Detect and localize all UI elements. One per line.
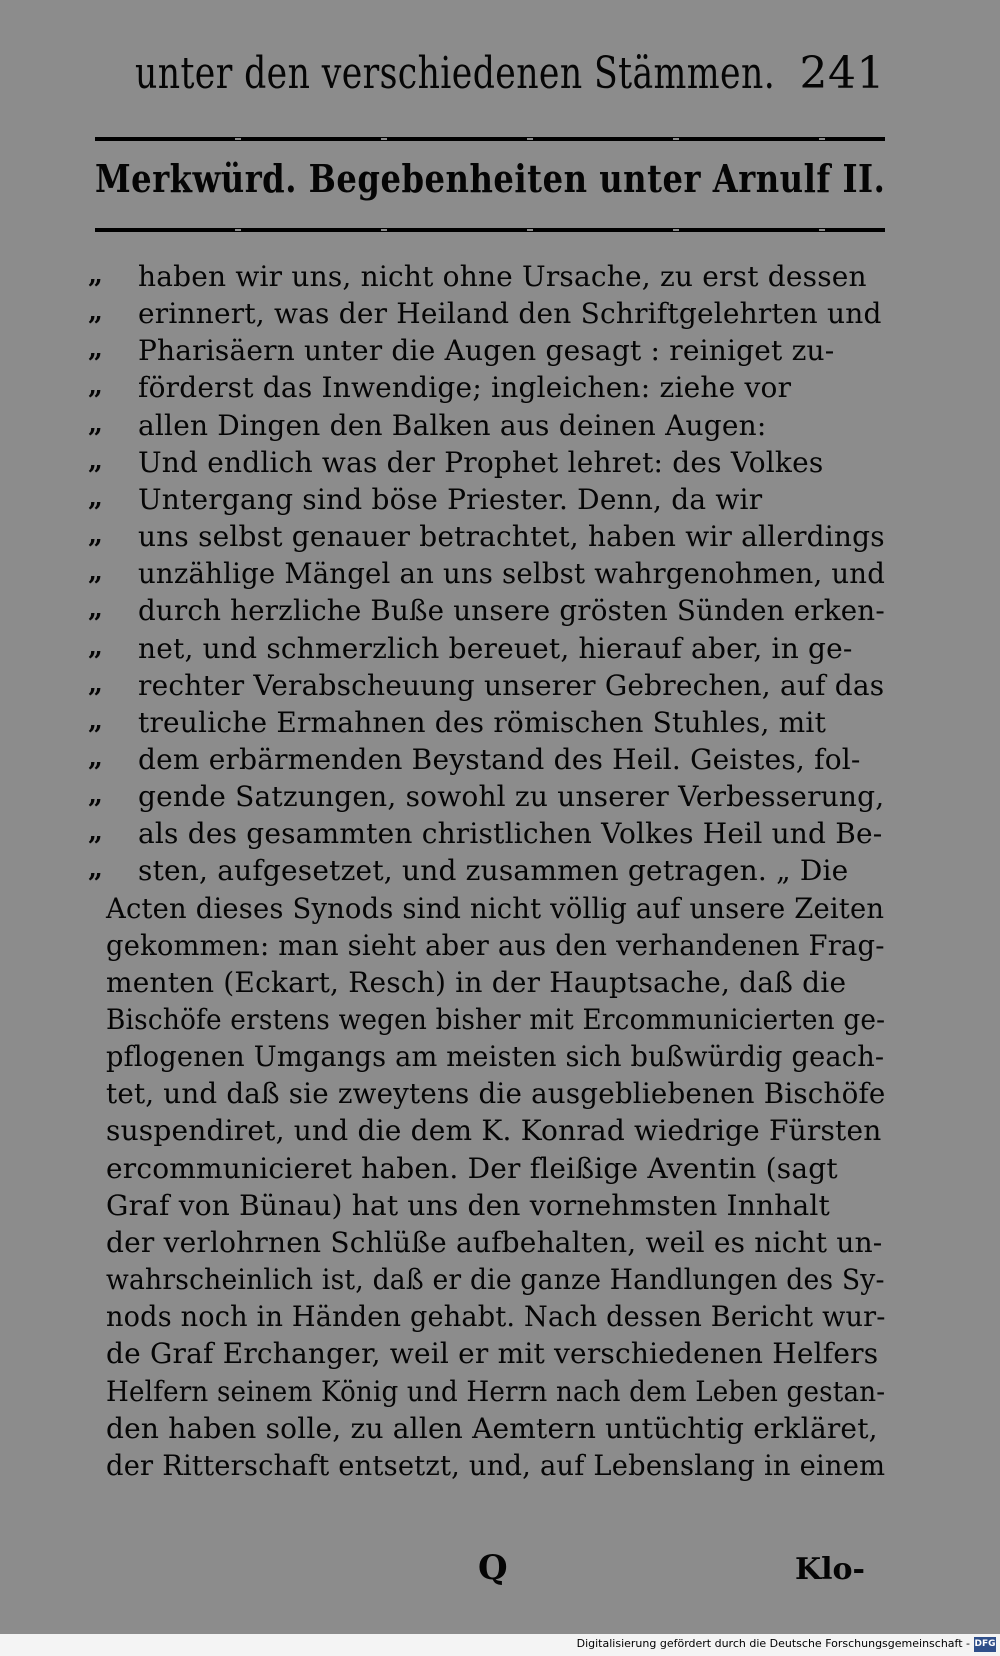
section-heading: Merkwürd. Begebenheiten unter Arnulf II. [95,156,886,201]
text-line: unzählige Mängel an uns selbst wahrgenohmen, und [138,557,886,590]
running-head-title: unter den verschiedenen Stämmen. [135,48,776,99]
quote-mark: „ [88,409,103,439]
signature-mark: Q [478,1548,508,1588]
quote-mark: „ [88,632,103,662]
text-line: nods noch in Händen gehabt. Nach dessen Bericht wur- [106,1300,886,1333]
quote-mark: „ [88,854,103,884]
text-line: der verlohrnen Schlüße aufbehalten, weil es nicht un- [106,1226,883,1259]
text-line: de Graf Erchanger, weil er mit verschiedenen Helfers [106,1337,879,1370]
text-line: Und endlich was der Prophet lehret: des Volkes [138,446,824,479]
text-line: ercommunicieret haben. Der fleißige Aventin (sagt [106,1152,838,1185]
footer-credit: Digitalisierung gefördert durch die Deutsche Forschungsgemeinschaft - [576,1637,970,1650]
quote-mark: „ [88,483,103,513]
text-line: Helfern seinem König und Herrn nach dem Leben gestan- [106,1375,886,1408]
text-line: Graf von Bünau) hat uns den vornehmsten Innhalt [106,1189,830,1222]
text-line: förderst das Inwendige; ingleichen: ziehe vor [138,371,792,404]
text-line: sten, aufgesetzet, und zusammen getragen. „ Die [138,854,849,887]
quote-mark: „ [88,557,103,587]
quote-mark: „ [88,780,103,810]
text-line: rechter Verabscheuung unserer Gebrechen, auf das [138,669,885,702]
quote-mark: „ [88,669,103,699]
text-line: haben wir uns, nicht ohne Ursache, zu erst dessen [138,260,867,293]
text-line: dem erbärmenden Beystand des Heil. Geistes, fol- [138,743,861,776]
quote-mark: „ [88,817,103,847]
text-line: als des gesammten christlichen Volkes Heil und Be- [138,817,883,850]
quote-mark: „ [88,260,103,290]
text-line: durch herzliche Buße unsere grösten Sünden erken- [138,594,885,627]
text-line: Acten dieses Synods sind nicht völlig auf unsere Zeiten [106,892,885,925]
text-line: menten (Eckart, Resch) in der Hauptsache, daß die [106,966,847,999]
text-line: Bischöfe erstens wegen bisher mit Ercommunicierten ge- [106,1003,886,1036]
catchword: Klo- [795,1552,865,1587]
text-line: den haben solle, zu allen Aemtern untüchtig erkläret, [106,1412,878,1445]
dfg-logo: DFG [974,1637,996,1652]
quote-mark: „ [88,446,103,476]
text-line: erinnert, was der Heiland den Schriftgelehrten und [138,297,882,330]
quote-mark: „ [88,594,103,624]
text-line: treuliche Ermahnen des römischen Stuhles, mit [138,706,827,739]
quote-mark: „ [88,520,103,550]
text-line: Untergang sind böse Priester. Denn, da wir [138,483,763,516]
text-line: net, und schmerzlich bereuet, hierauf aber, in ge- [138,632,853,665]
text-line: suspendiret, und die dem K. Konrad wiedrige Fürsten [106,1114,882,1147]
text-line: gende Satzungen, sowohl zu unserer Verbesserung, [138,780,885,813]
text-line: uns selbst genauer betrachtet, haben wir allerdings [138,520,885,553]
quote-mark: „ [88,297,103,327]
quote-mark: „ [88,371,103,401]
text-line: pflogenen Umgangs am meisten sich bußwürdig geach- [106,1040,885,1073]
text-line: tet, und daß sie zweytens die ausgebliebenen Bischöfe [106,1077,886,1110]
page-number: 241 [799,48,885,99]
text-line: Pharisäern unter die Augen gesagt : reiniget zu- [138,334,835,367]
quote-mark: „ [88,743,103,773]
footer-bar [0,1634,1000,1656]
quote-mark: „ [88,334,103,364]
text-line: wahrscheinlich ist, daß er die ganze Handlungen des Sy- [106,1263,885,1296]
text-line: der Ritterschaft entsetzt, und, auf Lebenslang in einem [106,1449,886,1482]
text-line: allen Dingen den Balken aus deinen Augen: [138,409,767,442]
quote-mark: „ [88,706,103,736]
text-line: gekommen: man sieht aber aus den verhandenen Frag- [106,929,885,962]
